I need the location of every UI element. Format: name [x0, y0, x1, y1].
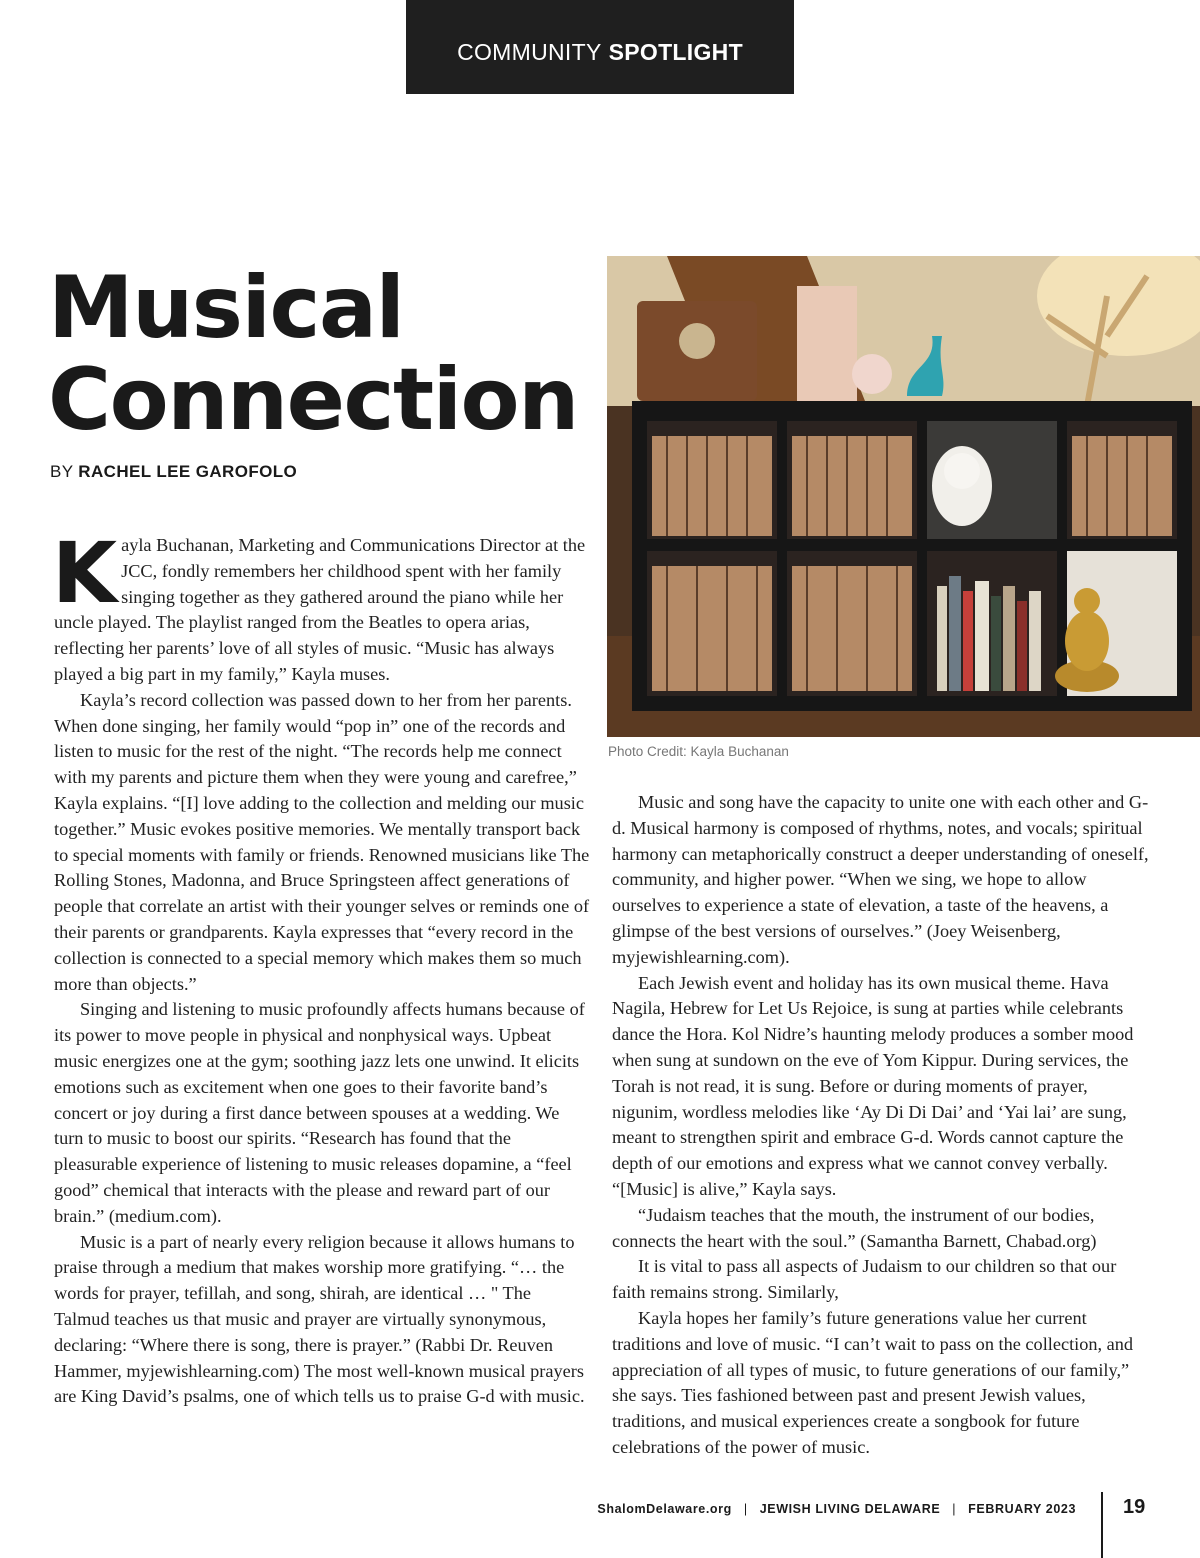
photo-caption: Photo Credit: Kayla Buchanan [608, 744, 789, 759]
banner-label-bold: SPOTLIGHT [608, 38, 743, 65]
photo-illustration [607, 256, 1200, 737]
article-column-left [52, 524, 590, 1410]
title-line-2: Connection [48, 350, 578, 450]
section-banner [406, 0, 794, 94]
paragraph-8: It is vital to pass all aspects of Judaism to our children so that our faith remains strong. Similarly, [612, 1256, 1117, 1303]
paragraph-7: “Judaism teaches that the mouth, the instrument of our bodies, connects the heart with the soul.” (Samantha Barnett, Chabad.org) [612, 1204, 1097, 1251]
byline [50, 462, 297, 482]
article-title [48, 258, 608, 450]
page-footer [597, 1502, 1076, 1516]
banner-label-light: COMMUNITY [457, 38, 602, 65]
byline-author: RACHEL LEE GAROFOLO [78, 462, 298, 481]
title-line-1: Musical [48, 258, 404, 358]
paragraph-1 [52, 524, 590, 688]
footer-publication: JEWISH LIVING DELAWARE [759, 1502, 941, 1516]
footer-date: FEBRUARY 2023 [968, 1502, 1076, 1516]
footer-separator: | [743, 1502, 748, 1516]
paragraph-2: Kayla’s record collection was passed down to her from her parents. When done singing, her family would “pop in” one of the records and listen to music for the rest of the night. “The records help me connect with my parents and picture them when they were young and carefree,” Kayla explains. “[I] love adding to the collection and melding our music together.” Music evokes positive memories. We mentally transport back to special moments with family or friends. Renowned musicians like The Rolling Stones, Madonna, and Bruce Springsteen affect generations of people that correlate an artist with their younger selves or reminds one of their parents or grandparents. Kayla expresses that “every record in the collection is connected to a special memory which makes them so much more than objects.” [54, 689, 590, 994]
paragraph-3: Singing and listening to music profoundly affects humans because of its power to move people in physical and nonphysical ways. Upbeat music energizes one at the gym; soothing jazz lets one unwind. It elicits emotions such as excitement when one goes to their favorite band’s concert or joy during a first dance between spouses at a wedding. We turn to music to boost our spirits. “Research has found that the pleasurable experience of listening to music releases dopamine, a “feel good” chemical that interacts with the please and reward part of our brain.” (medium.com). [54, 999, 585, 1226]
paragraph-5: Music and song have the capacity to unite one with each other and G-d. Musical harmony is composed of rhythms, notes, and vocals; spiritual harmony can metaphorically construct a deeper understanding of oneself, community, and higher power. “When we sing, we hope to allow ourselves to experience a state of elevation, a taste of the heavens, a glimpse of the best versions of ourselves.” (Joey Weisenberg, myjewishlearning.com). [612, 792, 1149, 967]
article-column-right [612, 790, 1152, 1461]
footer-separator: | [952, 1502, 957, 1516]
paragraph-1-text: ayla Buchanan, Marketing and Communications Director at the JCC, fondly remembers her childhood spent with her family singing together as they gathered around the piano while her uncle played. The playlist ranged from the Beatles to opera arias, reflecting her parents’ love of all styles of music. “Music has always played a big part in my family,” Kayla muses. [54, 535, 586, 684]
footer-divider [1101, 1492, 1103, 1558]
paragraph-6: Each Jewish event and holiday has its own musical theme. Hava Nagila, Hebrew for Let Us Rejoice, is sung at parties while celebrants dance the Hora. Kol Nidre’s haunting melody produces a somber mood when sung at sundown on the eve of Yom Kippur. During services, the Torah is not read, it is sung. Before or during moments of prayer, nigunim, wordless melodies like ‘Ay Di Di Dai’ and ‘Yai lai’ are sung, meant to strengthen spirit and embrace G-d. Words cannot capture the depth of our emotions and express what we cannot convey verbally. “[Music] is alive,” Kayla says. [612, 972, 1134, 1199]
paragraph-9: Kayla hopes her family’s future generations value her current traditions and love of music. “I can’t wait to pass on the collection, and appreciation of all types of music, to future generations of our family,” she says. Ties fashioned between past and present Jewish values, traditions, and musical experiences create a songbook for future celebrations of the power of music. [612, 1307, 1134, 1457]
paragraph-4: Music is a part of nearly every religion because it allows humans to praise through a medium that makes worship more gratifying. “… the words for prayer, tefillah, and song, shirah, are identical … " The Talmud teaches us that music and prayer are virtually synonymous, declaring: “Where there is song, there is prayer.” (Rabbi Dr. Reuven Hammer, myjewishlearning.com) The most well-known musical prayers are King David’s psalms, one of which tells us to praise G-d with music. [54, 1231, 585, 1407]
drop-cap: K [52, 524, 118, 622]
byline-prefix: BY [50, 462, 74, 481]
page-number: 19 [1123, 1496, 1146, 1518]
footer-site: ShalomDelaware.org [597, 1502, 732, 1516]
record-shelf-photo [607, 256, 1200, 737]
